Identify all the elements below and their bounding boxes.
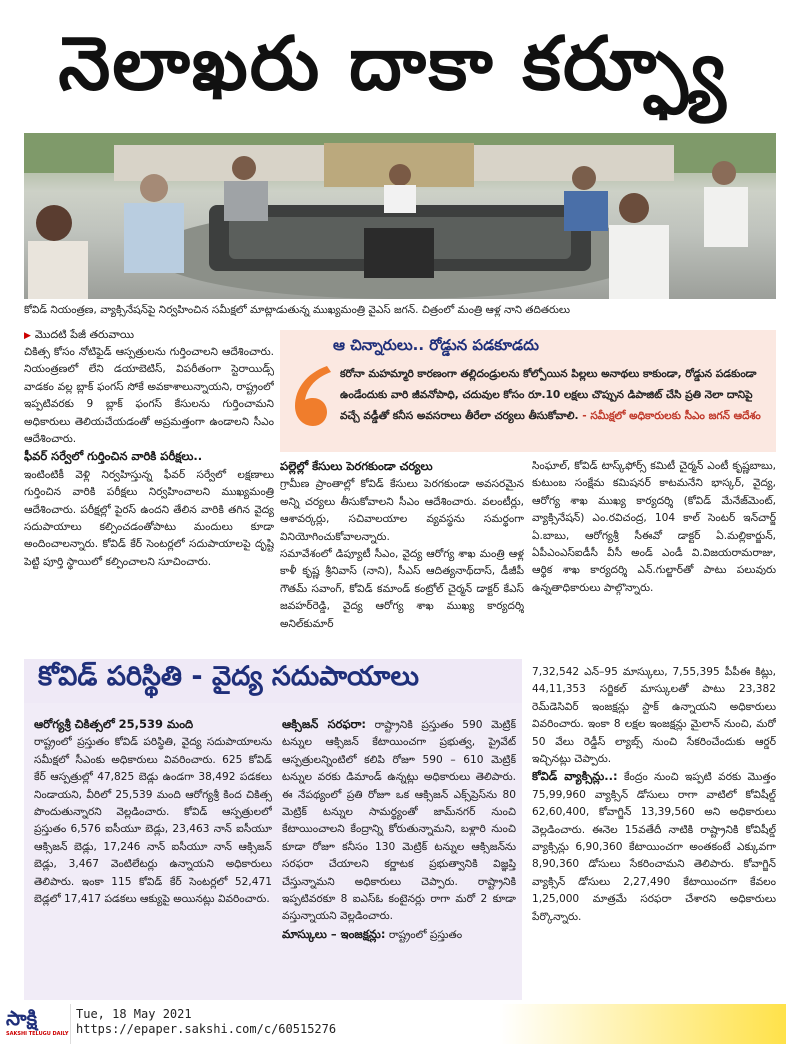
section-col2-tail: రాష్ట్రంలో ప్రస్తుతం	[388, 928, 463, 941]
footer-url[interactable]: https://epaper.sakshi.com/c/60515276	[76, 1022, 337, 1036]
left-paragraph-1: చికిత్స కోసం నోటిఫైడ్ ఆస్పత్రులను గుర్తించాలని ఆదేశించారు. నియంత్రణలో లేని డయాబెటిస్, విపరీతంగా స్టెరాయిడ్స్ వాడకం వల్ల బ్లాక్ ఫంగస్ సోకే అవకాశాలున్నాయని, రాష్ట్రంలో ఇప్పటివరకు 9 బ్లాక్ ఫంగస్ కేసులను గుర్తించామని అధికారులు తెలియచేయడంతో అప్రమత్తంగా ఉండాలని సీఎం ఆదేశించారు.	[24, 346, 274, 446]
sakshi-logo: సాక్షి	[6, 1006, 38, 1030]
quote-attribution: - సమీక్షలో అధికారులకు సీఎం జగన్ ఆదేశం	[582, 410, 761, 422]
section-title: కోవిడ్ పరిస్థితి - వైద్య సదుపాయాలు	[38, 661, 419, 692]
continued-kicker	[24, 327, 134, 344]
footer-text	[76, 1007, 336, 1037]
meeting-photo-illustration	[24, 133, 776, 299]
section-col2-text: రాష్ట్రానికి ప్రస్తుతం 590 మెట్రిక్ టన్నుల ఆక్సిజన్ కేటాయించగా ప్రభుత్వ, ప్రైవేట్ ఆస్పత్రులన్నింటిలో కలిపి రోజూ 590 – 610 మెట్రిక్ టన్నుల వరకు డిమాండ్ ఉన్నట్లు అధికారులు తెలిపారు. ఈ నేపథ్యంలో ప్రతి రోజూ ఒక ఆక్సిజన్ ఎక్స్‌ప్రెస్‌ను 80 మెట్రిక్ టన్నుల సామర్థ్యంతో జామ్‌నగర్ నుంచి కేటాయించాలని కేంద్రాన్ని కోరుతున్నామని, బళ్లారి నుంచి కూడా రోజూ కనీసం 130 మెట్రిక్ టన్నుల ఆక్సిజన్‌ను సరఫరా చేయాలని కర్ణాటక ప్రభుత్వానికి విజ్ఞప్తి చేస్తున్నామని అధికారులు చెప్పారు. రాష్ట్రానికి ఇప్పటివరకూ 8 ఐఎస్ఓ కంటైనర్లు రాగా మరో 2 కూడా వస్తున్నాయని వెల్లడించారు.	[282, 719, 516, 923]
masks-subheading: మాస్కులు – ఇంజక్షన్లు:	[282, 926, 386, 941]
kicker-text: మొదటి పేజీ తరువాయి	[34, 328, 135, 341]
quote-body: కరోనా మహమ్మారి కారణంగా తల్లిదండ్రులను కోల్పోయిన పిల్లలు అనాథలు కాకుండా, రోడ్డున పడకుండా ఉండేందుకు వారి జీవనోపాధి, చదువుల కోసం రూ.10 లక్షలు చొప్పున డిపాజిట్ చేసి ప్రతి నెలా దానిపై వచ్చే వడ్డీతో కనీస అవసరాలు తీరేలా చర్యలు తీసుకోవాలి.	[340, 368, 757, 422]
section-column-2	[282, 716, 516, 998]
right-paragraph-1: సింఘాల్, కోవిడ్ టాస్క్‌ఫోర్స్ కమిటీ చైర్మన్ ఎంటీ కృష్ణబాబు, కుటుంబ సంక్షేమ కమిషనర్ కాటమనేని భాస్కర్, వైద్య, ఆరోగ్య శాఖ ముఖ్య కార్యదర్శి (కోవిడ్ మేనేజ్‌మెంట్, వ్యాక్సినేషన్) ఎం.రవిచంద్ర, 104 కాల్ సెంటర్ ఇన్‌చార్జ్ ఏ.బాబు, ఆరోగ్యశ్రీ సీఈవో డాక్టర్ ఏ.మల్లికార్జున్, ఏపీఎంఎస్ఐడీసీ వీసీ అండ్ ఎండీ వి.విజయరామరాజు, ఆర్థిక శాఖ కార్యదర్శి ఎన్.గుల్జార్‌తో పాటు పలువురు ఉన్నతాధికారులు పాల్గొన్నారు.	[532, 460, 776, 594]
right-column	[532, 458, 776, 654]
arogyasri-subheading: ఆరోగ్యశ్రీ చికిత్సలో 25,539 మంది	[34, 717, 194, 731]
photo-caption: కోవిడ్ నియంత్రణ, వ్యాక్సినేషన్‌పై నిర్వహించిన సమీక్షలో మాట్లాడుతున్న ముఖ్యమంత్రి వైఎస్ జగన్. చిత్రంలో మంత్రి ఆళ్ల నాని తదితరులు	[24, 304, 570, 316]
vaccines-subheading: కోవిడ్ వ్యాక్సిన్లు..:	[532, 769, 618, 784]
section-col3b-text: కేంద్రం నుంచి ఇప్పటి వరకు మొత్తం 75,99,960 వ్యాక్సిన్ డోసులు రాగా వాటిలో కోవిషీల్డ్ 62,60,400, కోవాగ్జిన్ 13,39,560 అని అధికారులు వెల్లడించారు. ఈనెల 15వతేదీ నాటికి రాష్ట్రానికి కోవిషీల్డ్ వ్యాక్సిన్లు 6,90,360 కేటాయించగా అంతకంటే ఎక్కువగా 8,90,360 డోసులు సేకరించామని తెలిపారు. కోవాగ్జిన్ వ్యాక్సిన్ డోసులు 2,27,490 కేటాయించగా కేవలం 1,25,000 మాత్రమే సరఫరా చేశారని అధికారులు పేర్కొన్నారు.	[532, 771, 776, 923]
headline: నెలాఖరు దాకా కర్ఫ్యూ	[58, 21, 728, 107]
footer-date: Tue, 18 May 2021	[76, 1007, 192, 1021]
quote-title: ఆ చిన్నారులు.. రోడ్డున పడకూడదు	[333, 336, 539, 354]
left-subheading: ఫీవర్ సర్వేలో గుర్తించిన వారికి పరీక్షలు..	[24, 449, 203, 464]
triangle-icon: ▶	[24, 331, 31, 341]
middle-paragraph-1: గ్రామీణ ప్రాంతాల్లో కోవిడ్ కేసులు పెరగకుండా అవసరమైన అన్ని చర్యలు తీసుకోవాలని సీఎం ఆదేశించారు. వలంటీర్లు, ఆశావర్కర్లు, సచివాలయాల వ్యవస్థను సమర్థంగా వినియోగించుకోవాలన్నారు.	[280, 478, 524, 543]
section-col1-text: రాష్ట్రంలో ప్రస్తుతం కోవిడ్ పరిస్థితి, వైద్య సదుపాయాలను సమీక్షలో సీఎంకు అధికారులు వివరించారు. 625 కోవిడ్ కేర్ ఆస్పత్రుల్లో 47,825 బెడ్లు ఉండగా 38,492 పడకలు నిండాయని, వీరిలో 25,539 మంది ఆరోగ్యశ్రీ కింద చికిత్స పొందుతున్నారని వెల్లడించారు. కోవిడ్ ఆస్పత్రులలో ప్రస్తుతం 6,576 ఐసీయూ బెడ్లు, 23,463 నాన్ ఐసీయూ ఆక్సిజన్ బెడ్లు, 17,246 నాన్ ఐసీయూ నాన్ ఆక్సిజన్ బెడ్లు, 3,467 వెంటిలేటర్లు ఉన్నాయని అధికారులు తెలిపారు. ఇంకా 115 కోవిడ్ కేర్ సెంటర్లలో 52,471 బెడ్లలో 17,417 పడకలు ఆక్యుపై అయినట్లు వివరించారు.	[34, 736, 272, 906]
section-column-3	[532, 664, 776, 998]
quote-mark-icon	[287, 360, 335, 430]
middle-paragraph-2: సమావేశంలో డిప్యూటీ సీఎం, వైద్య ఆరోగ్య శాఖ మంత్రి ఆళ్ల కాళీ కృష్ణ శ్రీనివాస్ (నాని), సీఎస్ ఆదిత్యనాథ్‌దాస్, డీజీపీ గౌతమ్ సవాంగ్, కోవిడ్ కమాండ్ కంట్రోల్ చైర్మన్ డాక్టర్ కేఎస్ జవహర్‌రెడ్డి, వైద్య ఆరోగ్య శాఖ ముఖ్య కార్యదర్శి అనిల్‌కుమార్	[280, 548, 524, 630]
middle-column	[280, 458, 524, 654]
oxygen-subheading: ఆక్సిజన్ సరఫరా:	[282, 717, 367, 731]
section-column-1	[34, 716, 272, 998]
section-col3-text: 7,32,542 ఎన్–95 మాస్కులు, 7,55,395 పీపీఈ కిట్లు, 44,11,353 సర్జికల్ మాస్కులతో పాటు 23,382 రెమ్‌డెసివిర్ ఇంజక్షన్లు స్టాక్ ఉన్నాయని అధికారులు వివరించారు. ఇంకా 8 లక్షల ఇంజక్షన్లు మైలాన్ నుంచి, మరో 50 వేలు రెడ్డీస్ ల్యాబ్స్ నుంచి సేకరించేందుకు ఆర్డర్ ఇచ్చినట్లు చెప్పారు.	[532, 666, 776, 766]
section-header	[24, 659, 522, 703]
quote-text	[340, 364, 770, 427]
left-column	[24, 344, 274, 662]
middle-subheading: పల్లెల్లో కేసులు పెరగకుండా చర్యలు	[280, 459, 433, 473]
sakshi-logo-subtitle: SAKSHI TELUGU DAILY	[6, 1031, 69, 1037]
left-paragraph-2: ఇంటింటికీ వెళ్లి నిర్వహిస్తున్న ఫీవర్ సర్వేలో లక్షణాలు గుర్తించిన వారికి పరీక్షలు నిర్వహించాలని ముఖ్యమంత్రి ఆదేశించారు. పరీక్షల్లో పైరస్ ఉందని తేలిన వారికి తగిన వైద్య సదుపాయాలు కల్పించడంతోపాటు మందులు కూడా అందించాలన్నారు. కోవిడ్ కేర్ సెంటర్లలో సదుపాయాలపై దృష్టి పెట్టి పూర్తి స్థాయిలో కల్పించాలని సూచించారు.	[24, 468, 274, 568]
meeting-photo	[24, 133, 776, 299]
